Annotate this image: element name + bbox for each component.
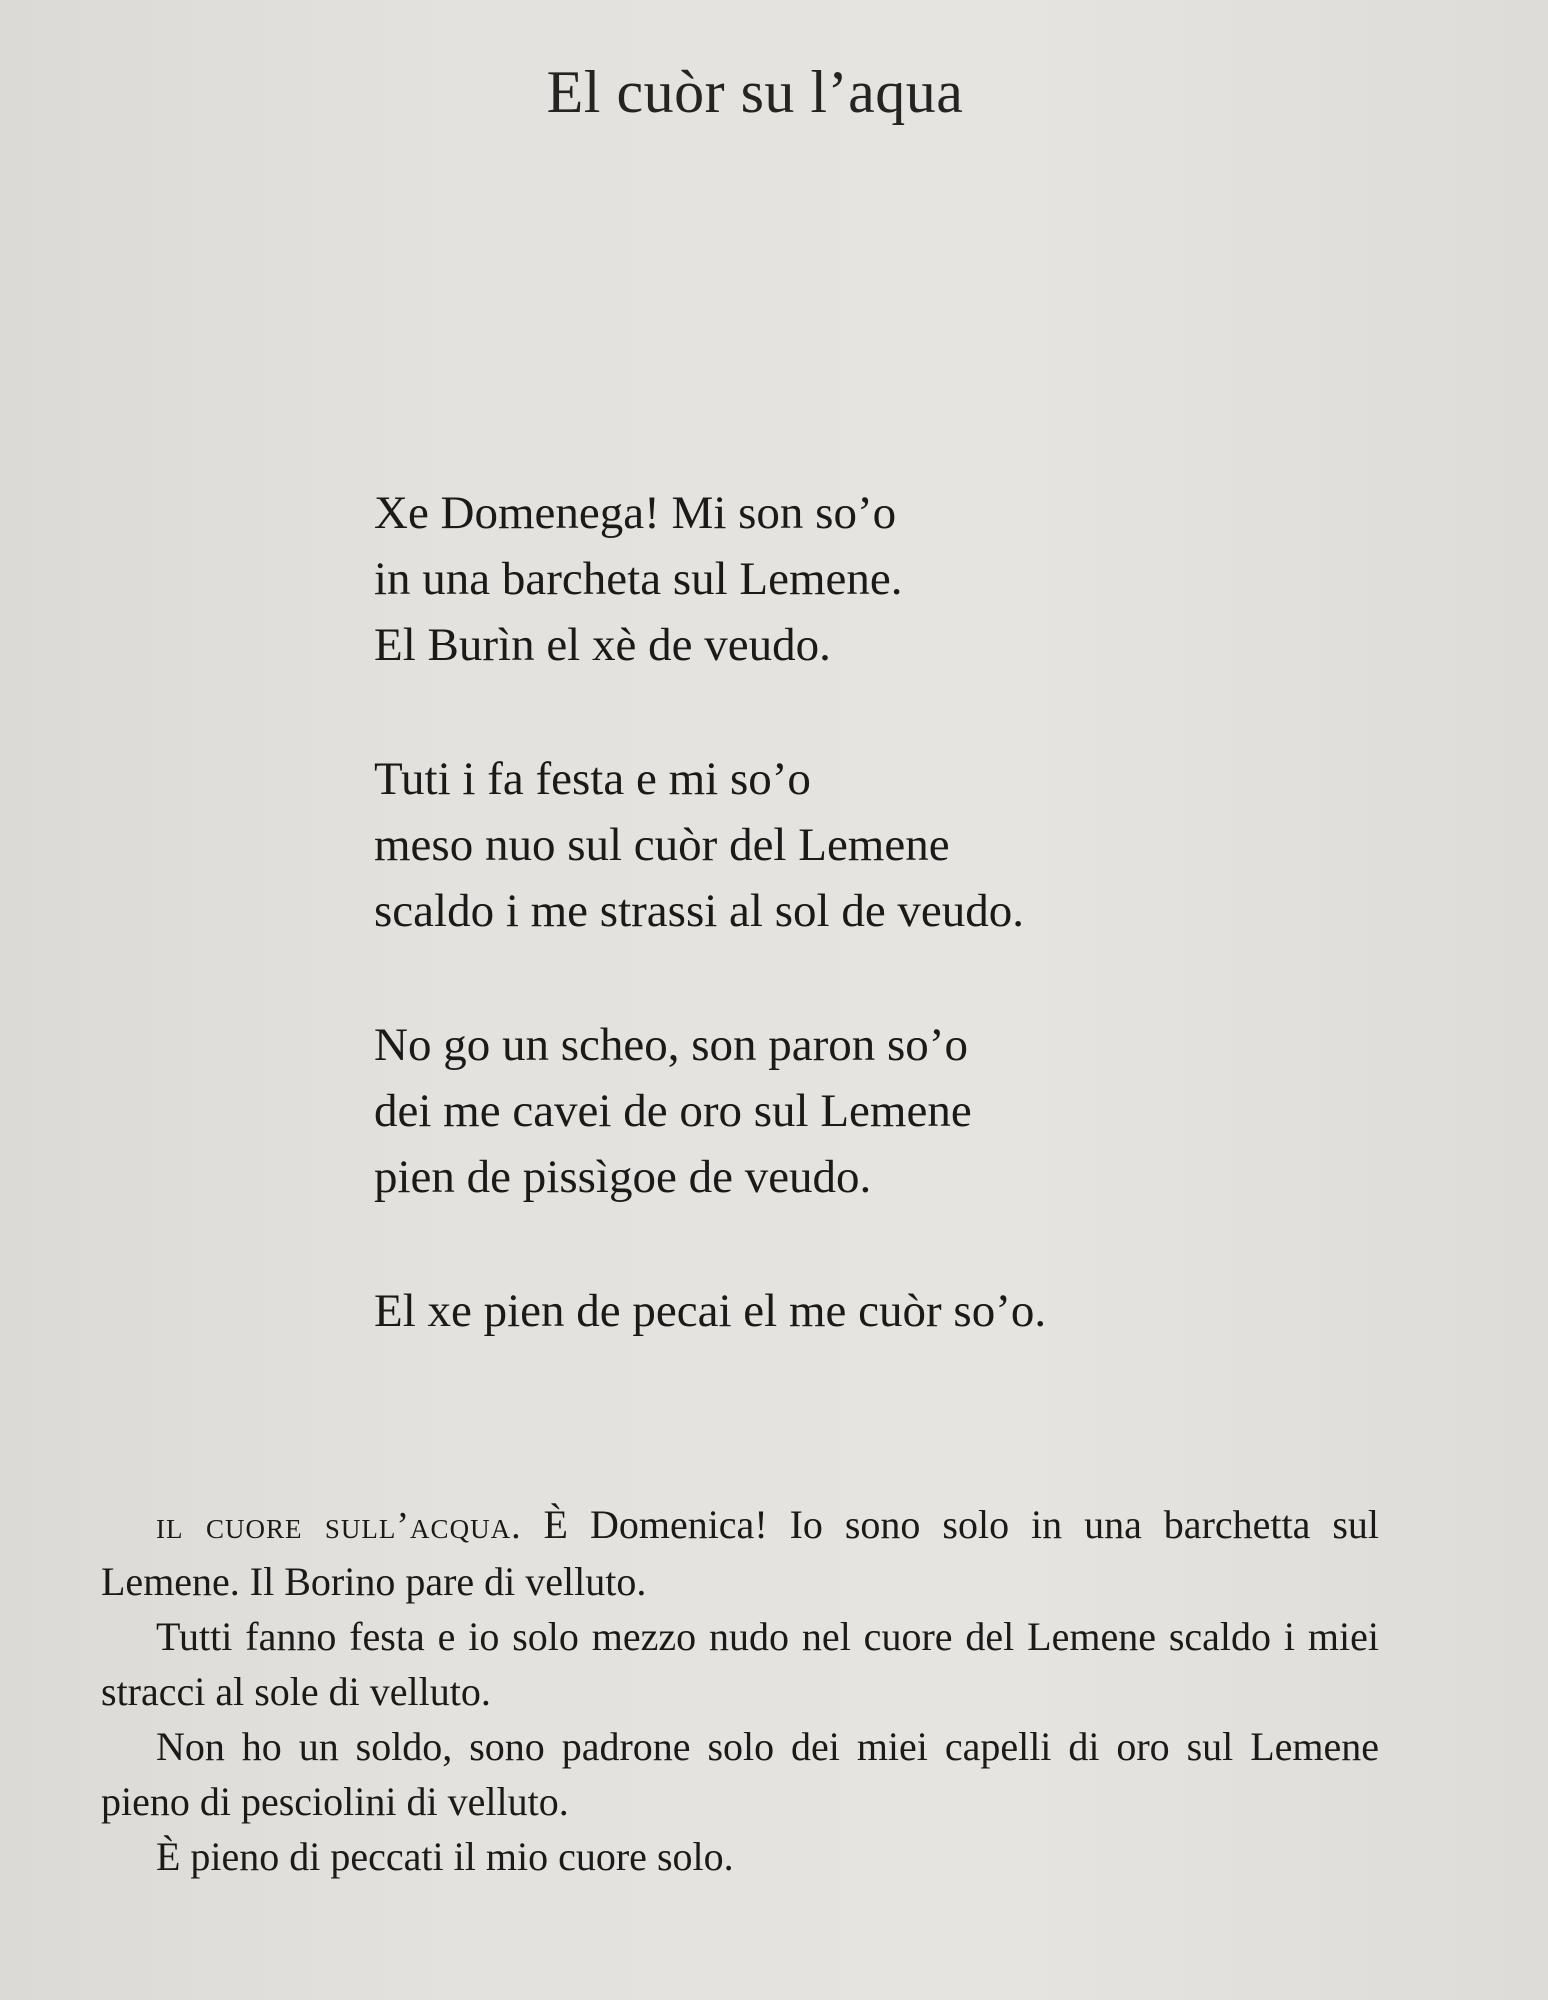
translation-heading: il cuore sull’acqua. — [156, 1505, 522, 1547]
poem-body — [374, 480, 1274, 1412]
translation-paragraph — [101, 1497, 1379, 1609]
stanza-2 — [374, 746, 1274, 944]
poem-line: scaldo i me strassi al sol de veudo. — [374, 885, 1025, 937]
poem-line: El xe pien de pecai el me cuòr so’o. — [374, 1285, 1047, 1337]
translation-text: È Domenica! Io sono solo in una barchetta sul Lemene. Il Borino pare di velluto. — [101, 1502, 1380, 1604]
poem-line: meso nuo sul cuòr del Lemene — [374, 819, 950, 871]
poem-line: in una barcheta sul Lemene. — [374, 553, 903, 605]
poem-line: No go un scheo, son paron so’o — [374, 1019, 968, 1071]
stanza-1 — [374, 480, 1274, 678]
translation-paragraph: È pieno di peccati il mio cuore solo. — [156, 1834, 734, 1879]
poem-title: El cuòr su l’aqua — [546, 59, 964, 125]
translation-paragraph: Non ho un soldo, sono padrone solo dei miei capelli di oro sul Lemene pieno di pesciolini di velluto. — [101, 1724, 1379, 1824]
translation-paragraph: Tutti fanno festa e io solo mezzo nudo nel cuore del Lemene scaldo i miei stracci al sole di velluto. — [101, 1614, 1379, 1714]
prose-translation — [101, 1497, 1379, 1884]
poem-line: El Burìn el xè de veudo. — [374, 619, 831, 671]
poem-line: dei me cavei de oro sul Lemene — [374, 1085, 972, 1137]
poem-line: Tuti i fa festa e mi so’o — [374, 753, 811, 805]
stanza-3 — [374, 1012, 1274, 1210]
poem-line: pien de pissìgoe de veudo. — [374, 1151, 872, 1203]
stanza-4 — [374, 1278, 1274, 1344]
poem-line: Xe Domenega! Mi son so’o — [374, 487, 897, 539]
